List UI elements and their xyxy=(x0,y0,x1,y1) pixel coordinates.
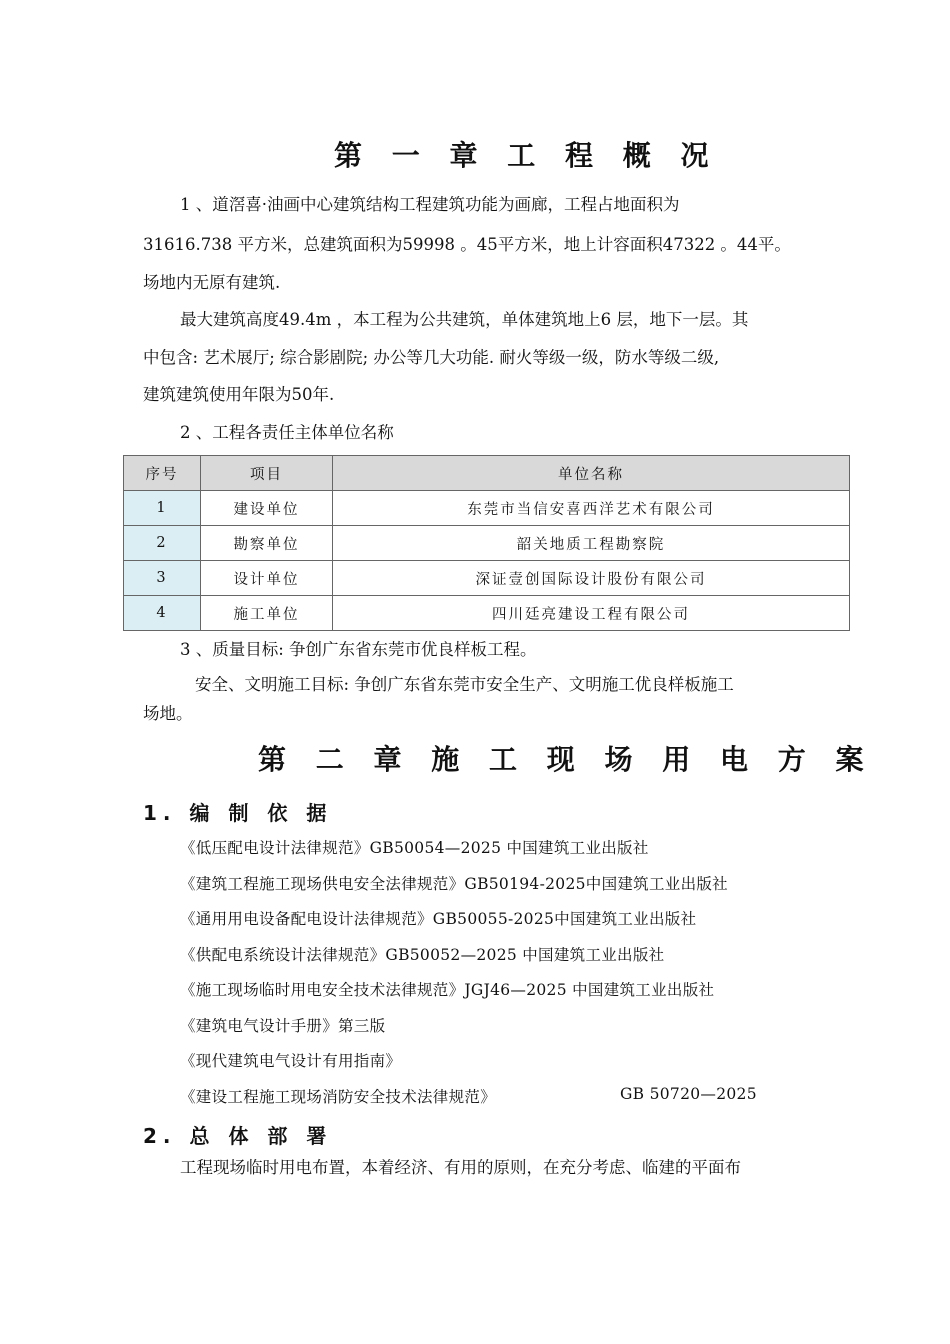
row-unit-name: 深证壹创国际设计股份有限公司 xyxy=(333,561,850,596)
table-row xyxy=(124,526,850,561)
table-row xyxy=(124,561,850,596)
reference-item: 《建设工程施工现场消防安全技术法律规范》 xyxy=(180,1088,497,1106)
row-no: 1 xyxy=(124,491,201,526)
reference-item: 《建筑工程施工现场供电安全法律规范》GB50194-2025中国建筑工业出版社 xyxy=(180,875,728,893)
paragraph-line: 1 、道滘喜·油画中心建筑结构工程建筑功能为画廊，工程占地面积为 xyxy=(180,195,680,214)
table-header-row xyxy=(124,456,850,491)
chapter-2-title: 第 二 章 施 工 现 场 用 电 方 案 xyxy=(258,743,874,776)
header-no: 序号 xyxy=(124,456,201,491)
row-unit-name: 韶关地质工程勘察院 xyxy=(333,526,850,561)
reference-item: 《通用用电设备配电设计法律规范》GB50055-2025中国建筑工业出版社 xyxy=(180,910,697,928)
reference-item: 《施工现场临时用电安全技术法律规范》JGJ46—2025 中国建筑工业出版社 xyxy=(180,981,715,999)
safety-goal-line: 场地。 xyxy=(143,704,193,723)
paragraph-line: 最大建筑高度49.4m ，本工程为公共建筑，单体建筑地上6 层，地下一层。其 xyxy=(180,310,749,329)
reference-code: GB 50720—2025 xyxy=(620,1085,757,1103)
row-item: 设计单位 xyxy=(201,561,333,596)
row-item: 建设单位 xyxy=(201,491,333,526)
responsible-units-table xyxy=(123,455,850,631)
section-1-title: 1. 编 制 依 据 xyxy=(143,801,333,825)
row-unit-name: 四川廷亮建设工程有限公司 xyxy=(333,596,850,631)
reference-item: 《现代建筑电气设计有用指南》 xyxy=(180,1052,402,1070)
row-item: 勘察单位 xyxy=(201,526,333,561)
chapter-1-title: 第 一 章 工 程 概 况 xyxy=(334,139,719,172)
row-item: 施工单位 xyxy=(201,596,333,631)
paragraph-line: 中包含: 艺术展厅; 综合影剧院; 办公等几大功能. 耐火等级一级，防水等级二级, xyxy=(143,348,720,367)
header-unit-name: 单位名称 xyxy=(333,456,850,491)
reference-item: 《供配电系统设计法律规范》GB50052—2025 中国建筑工业出版社 xyxy=(180,946,665,964)
table-row xyxy=(124,491,850,526)
row-no: 3 xyxy=(124,561,201,596)
quality-goal: 3 、质量目标: 争创广东省东莞市优良样板工程。 xyxy=(180,640,537,659)
reference-item: 《低压配电设计法律规范》GB50054—2025 中国建筑工业出版社 xyxy=(180,839,649,857)
safety-goal-line: 安全、文明施工目标: 争创广东省东莞市安全生产、文明施工优良样板施工 xyxy=(195,675,734,694)
paragraph-line: 场地内无原有建筑. xyxy=(143,273,281,292)
paragraph-line: 31616.738 平方米，总建筑面积为59998 。45平方米，地上计容面积47322 。44平。 xyxy=(143,235,791,254)
paragraph-line: 工程现场临时用电布置，本着经济、有用的原则，在充分考虑、临建的平面布 xyxy=(180,1158,741,1177)
paragraph-line: 建筑建筑使用年限为50年. xyxy=(143,385,335,404)
row-no: 2 xyxy=(124,526,201,561)
row-unit-name: 东莞市当信安喜西洋艺术有限公司 xyxy=(333,491,850,526)
row-no: 4 xyxy=(124,596,201,631)
section-2-title: 2. 总 体 部 署 xyxy=(143,1124,333,1148)
reference-item: 《建筑电气设计手册》第三版 xyxy=(180,1017,386,1035)
section-heading: 2 、工程各责任主体单位名称 xyxy=(180,423,394,442)
table-row xyxy=(124,596,850,631)
header-item: 项目 xyxy=(201,456,333,491)
